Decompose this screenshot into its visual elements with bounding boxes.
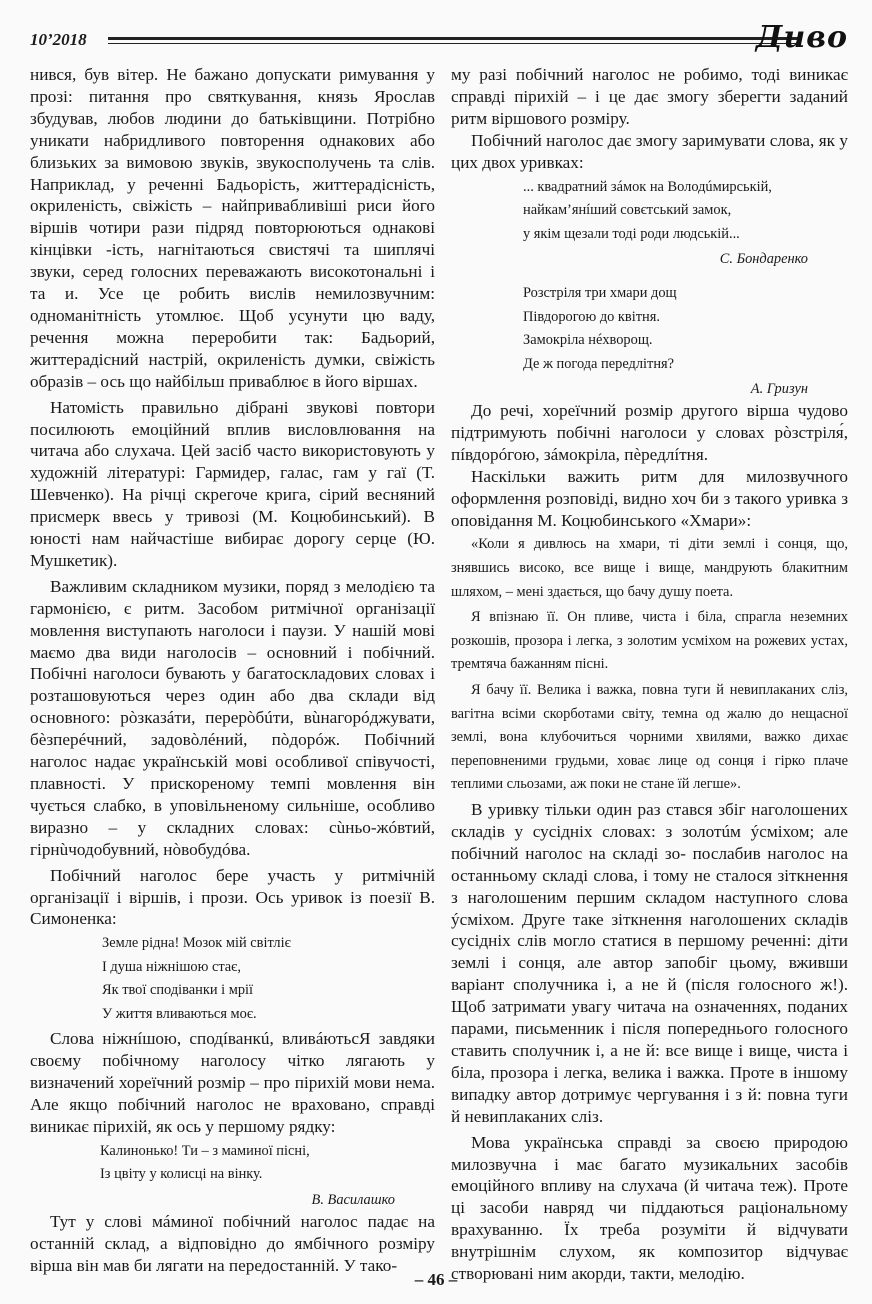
verse-line: У життя вливаються моє.: [102, 1005, 257, 1022]
verse-line: найкам’янíший совєтський замок,: [523, 202, 732, 219]
verse-line: Півдорогою до квітня.: [523, 308, 660, 325]
quote-paragraph: Я впізнаю її. Он пливе, чиста і біла, спрагла неземних розкошів, прозора і легка, з золотим усміхом на рожевих устах, тремтяча бажанням пісні.: [451, 609, 848, 673]
header-rule: [108, 37, 798, 44]
poem-author: С. Бондаренко: [719, 251, 808, 268]
left-column: [30, 64, 435, 1277]
verse-line: Де ж погода передлітня?: [523, 355, 675, 372]
quote-paragraph: Я бачу її. Велика і важка, повна туги й невиплаканих сліз, вагітна всіми скорботами світу, темна од жалю до нещасної землі, вона клубочиться чорними хвилями, важко дихає переповненими грудьми, ховає лице од сонця і гірко плаче теплими сльозами, аж поки не стане їй легше».: [451, 682, 848, 793]
paragraph: Тут у слові мáминої побічний наголос падає на останній склад, а відповідно до ямбічного розміру вірша він мав би лягати на передостанній. У тако-: [30, 1211, 435, 1275]
quote-paragraph: «Коли я дивлюсь на хмари, ті діти землі і сонця, що, знявшись високо, все вище і вище, мандрують блакитним шляхом, – мені здається, що бачу душу поета.: [451, 536, 848, 600]
paragraph: нився, був вітер. Не бажано допускати римування у прозі: питання про святкування, князь Ярослав збудував, любов людини до батьківщини. Потрібно уникати набридливого повторення однакових або близьких за вимовою звуків, звукосполучень та слів. Наприклад, у реченні Бадьорість, життерадісність, окриленість, свіжість – найпривабливіші риси його віршів чотири рази підряд повторюються однакові кінцівки -ість, нагнітаються свистячі та шиплячі звуки, серед голосних переважають високотональні і та и. Усе це робить вислів немилозвучним: одноманітність утомлює. Щоб усунути цю ваду, речення можна переробити так: Бадьорий, життерадісний настрій, окриленість думки, свіжість образів – ось що найбільш приваблює в його віршах.: [30, 65, 435, 391]
paragraph: До речі, хореїчний розмір другого вірша чудово підтримують побічні наголоси у словах рòзстріля́, пíвдорóгою, зáмокріла, пèредлíтня.: [451, 401, 848, 464]
verse-line: Як твої сподіванки і мрії: [102, 982, 254, 999]
poem-excerpt: [100, 1140, 435, 1187]
paragraph: Побічний наголос бере участь у ритмічній організації і віршів, і прози. Ось уривок із поезії В. Симоненка:: [30, 865, 435, 929]
paragraph: Наскільки важить ритм для милозвучного оформлення розповіді, видно хоч би з такого уривка з оповідання М. Коцюбинського «Хмари»:: [451, 466, 848, 530]
paragraph: му разі побічний наголос не робимо, тоді виникає справді пірихій – і це дає змогу зберегти заданий ритм віршового розміру.: [451, 65, 848, 128]
paragraph: В уривку тільки один раз стався збіг наголошених складів у сусідніх словах: з золотúм ýсміхом; але побічний наголос на складі зо- послабив наголос на останньому складі слова, і тому не сталося зіткнення з наголошеним першим складом наступного слова ýсміхом. Друге таке зіткнення наголошених складів сусідніх слів могло статися в першому реченні: діти землі і сонця, але автор запобіг цьому, вживши варіант сполучника і, а не й (після голосного ж!). Щоб затримати увагу читача на означеннях, поданих парами, письменник і після попереднього голосного ставить сполучник і, а не й: все вище і вище, чиста і біла, прозора і легка, велика і важка. Проте в іншому випадку автор дотримує чергування і з й: повна туги й невиплаканих сліз.: [451, 800, 848, 1126]
verse-line: Із цвіту у колисці на вінку.: [100, 1166, 263, 1183]
page-number: – 46 –: [414, 1270, 458, 1289]
paragraph: Мова українська справді за своєю природою милозвучна і має багато музикальних засобів емоційного впливу на слухача (й читача теж). Проте ці засоби навряд чи піддаються раціональному врахуванню. Їх треба розуміти й відчувати внутрішнім слухом, як композитор відчуває створювані ним акорди, такти, мелодію.: [451, 1132, 848, 1284]
page-header: [30, 20, 850, 60]
paragraph: Побічний наголос дає змогу заримувати слова, як у цих двох уривках:: [451, 130, 848, 172]
verse-line: Калинонько! Ти – з маминої пісні,: [100, 1142, 310, 1159]
paragraph: Натомість правильно дібрані звукові повтори посилюють емоційний вплив висловлювання на читача або слухача. Цей засіб часто використовують у художній літературі: Гармидер, галас, гам у гаї (Т. Шевченко). На річці скрегоче крига, сірий весняний присмерк ввесь у тривозі (М. Коцюбинський). В юності нам найчастіше вибирає дорогу серце (Ю. Мушкетик).: [30, 397, 435, 570]
verse-line: Розстріля три хмари дощ: [523, 285, 677, 302]
verse-line: у якім щезали тоді роди людській...: [523, 225, 740, 242]
magazine-logo: Диво: [755, 20, 848, 55]
verse-line: Земле рідна! Мозок мій світліє: [102, 935, 291, 952]
verse-line: Замокріла нéхворощ.: [523, 332, 653, 349]
poem-excerpt: [523, 176, 848, 247]
poem-author: В. Василашко: [311, 1191, 395, 1208]
verse-line: ... квадратний зáмок на Володúмирській,: [523, 178, 772, 195]
poem-excerpt: [523, 282, 848, 376]
issue-number: 10’2018: [30, 30, 87, 49]
paragraph: Важливим складником музики, поряд з мелодією та гармонією, є ритм. Засобом ритмічної організації мовлення виступають наголоси і паузи. У нашій мові маємо два види наголосів – основний і побічний. Побічні наголоси бувають у багатоскладових словах і розташовуються через один або два склади від основного: рòзказáти, перерòбúти, вùнагорóджувати, бѐзперéчний, задовòлéний, пòдорóж. Побічний наголос надає українській мові особливої співучості, плавності. У прискореному темпі мовлення він чується слабко, в уповільненому сильніше, особливо виразно – у складних словах: сùньо-жóвтий, гірнùчодобувний, нòвобудóва.: [30, 576, 435, 859]
poem-author: А. Гризун: [750, 381, 808, 398]
paragraph: Слова ніжнíшою, сподíванкú, вливáютьсЯ завдяки своєму побічному наголосу чітко лягають у визначений хореїчний розмір – про пірихій мови нема. Але якщо побічний наголос не враховано, справді виникає пірихій, як ось у першому рядку:: [30, 1029, 435, 1136]
poem-excerpt: [102, 932, 435, 1026]
right-column: [451, 64, 848, 1285]
verse-line: І душа ніжнішою стає,: [102, 958, 241, 975]
